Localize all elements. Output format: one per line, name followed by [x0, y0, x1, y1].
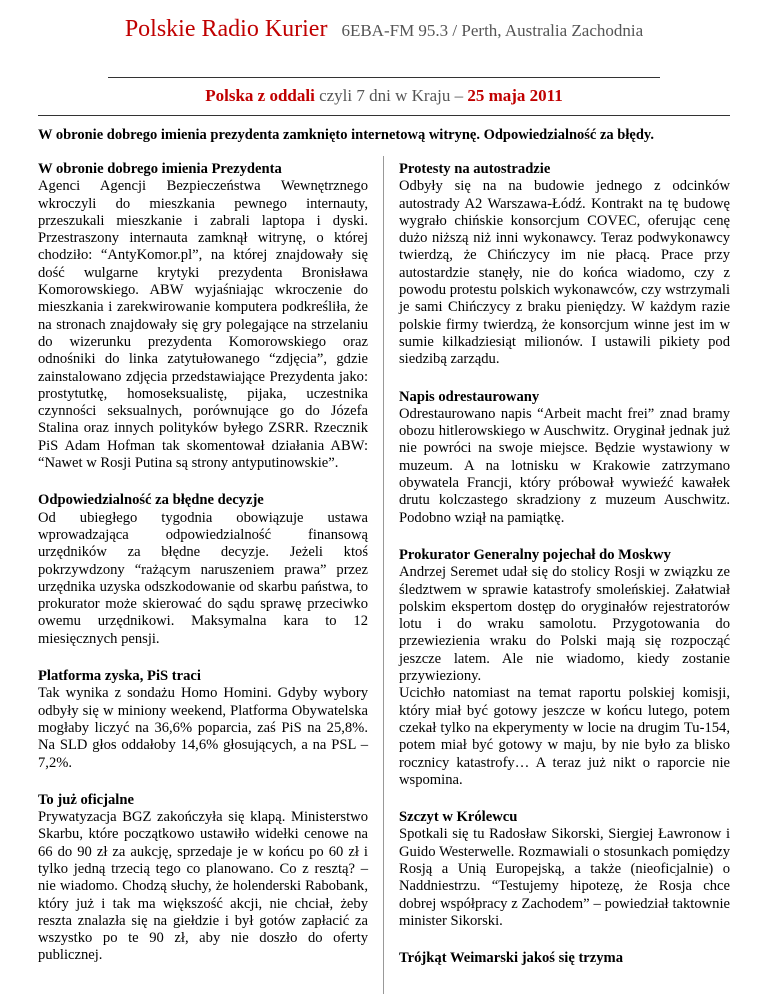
article	[38, 161, 368, 472]
header-rule-bottom	[38, 115, 730, 116]
column-divider	[383, 156, 384, 994]
article-body: Andrzej Seremet udał się do stolicy Rosji w związku ze śledztwem w sprawie katastrofy smoleńskiej. Załatwiał polskim ekspertom dostęp do oryginałów rejestratorów lotu i do wraku samolotu. Przygotowania do przewiezienia wraku do Polski mają się rozpocząć jeszcze latem. Ale nie wiadomo, kiedy zostanie przywieziony.	[399, 564, 730, 685]
article	[38, 792, 368, 965]
article	[399, 809, 730, 930]
header-rule-top	[108, 77, 660, 78]
issue-date: 25 maja 2011	[467, 86, 563, 105]
article-title: To już oficjalne	[38, 791, 134, 808]
article	[38, 668, 368, 772]
lead-headline: W obronie dobrego imienia prezydenta zamknięto internetową witrynę. Odpowiedzialność za błędy.	[38, 127, 654, 143]
left-column	[38, 161, 368, 985]
article	[399, 950, 730, 967]
article-body: Od ubiegłego tygodnia obowiązuje ustawa wprowadzająca odpowiedzialność finansową urzędników za błędne decyzje. Jeżeli ktoś pokrzywdzony “rażącym naruszeniem prawa” przez urzędnika uzyska odszkodowanie od skarbu państwa, to prokurator może skierować do sądu sprawę przeciwko owemu urzędnikowi. Maksymalna kara to 12 miesięcznych pensji.	[38, 509, 368, 647]
masthead-line	[0, 16, 768, 43]
issue-subheading	[0, 86, 768, 106]
article-body: Odbyły się na na budowie jednego z odcinków autostrady A2 Warszawa-Łódź. Kontrakt na tę budowę wygrało chińskie konsorcjum COVEC, oferując cenę dużo niższą niż inni wykonawcy. Teraz podwykonawcy twierdzą, że Chińczycy im nie płacą. Prace przy autostardzie stanęły, nie do końca wiadomo, czy z powodu protestu polskich wykonawców, czy wstrzymali je sami Chińczycy z braku pieniędzy. W każdym razie polskie firmy twierdzą, że konsorcjum winne jest im w sumie kilkadziesiąt milionów. I ustawili pikiety pod siedzibą zarządu.	[399, 178, 730, 368]
article-body: Agenci Agencji Bezpieczeństwa Wewnętrznego wkroczyli do mieszkania pewnego internauty, przeszukali mieszkanie i zabrali laptopa i dyski. Przestraszony internauta zamknął witrynę, o której chodziło: “AntyKomor.pl”, na której znajdowały się dość wulgarne krytyki prezydenta Bronisława Komorowskiego. ABW wyjaśniając wkroczenie do mieszkania i zarekwirowanie komputera podkreśliła, że na stronach znajdowały się gry polegające na strzelaniu do wizerunku prezydenta Komorowskiego oraz odnośniki do linka zatytułowanego “zdjęcia”, gdzie zainstalowano zdjęcia przedstawiające Prezydenta jako: prostytutkę, homoseksualistę, pijaka, uczestnika czynności seksualnych, porównujące go do Józefa Stalina oraz innych polityków byłego ZSRR. Rzecznik PiS Adam Hofman tak skomentował działania ABW: “Nawet w Rosji Putina są strony antyputinowskie”.	[38, 178, 368, 472]
article-title: Protesty na autostradzie	[399, 161, 551, 177]
masthead-title: Polskie Radio Kurier	[124, 16, 328, 42]
article	[399, 547, 730, 789]
article-title: W obronie dobrego imienia Prezydenta	[38, 161, 282, 177]
section-title: Polska z oddali	[205, 86, 315, 105]
article-body: Prywatyzacja BGZ zakończyła się klapą. Ministerstwo Skarbu, które początkowo ustawiło widełki cenowe na 66 do 90 zł za aukcję, sprzedaje je w końcu po 60 zł i tylko jedną trzecią tego co planowano. Co z resztą? – nie wiadomo. Chodzą słuchy, że holenderski Rabobank, który już i tak ma większość akcji, nie chciał, żeby reszta znalazła się na giełdzie i był gotów zapłacić za wszystko po te 90 zł, aby nie doszło do oferty publicznej.	[38, 809, 368, 964]
article	[399, 161, 730, 369]
right-column	[399, 161, 730, 987]
article-title: Platforma zyska, PiS traci	[38, 668, 201, 685]
article-title: Szczyt w Królewcu	[399, 809, 518, 826]
article-title: Odpowiedzialność za błędne decyzje	[38, 492, 264, 509]
section-subtitle: czyli 7 dni w Kraju –	[319, 86, 464, 105]
article-title: Trójkąt Weimarski jakoś się trzyma	[399, 950, 624, 967]
article-title: Napis odrestaurowany	[399, 388, 540, 405]
article-body: Spotkali się tu Radosław Sikorski, Siergiej Ławronow i Guido Westerwelle. Rozmawiali o stosunkach pomiędzy Rosją a Unią Europejską, a także (nieoficjalnie) o Naddniestrzu. “Testujemy hipotezę, że Rosja chce dobrej współpracy z Zachodem” – powiedział taktownie minister Sikorski.	[399, 826, 730, 929]
station-info: 6EBA-FM 95.3 / Perth, Australia Zachodnia	[341, 21, 644, 40]
article-body: Tak wynika z sondażu Homo Homini. Gdyby wybory odbyły się w miniony weekend, Platforma Obywatelska mogłaby liczyć na 36,6% poparcia, zaś PiS na 25,8%. Na SLD głos oddałoby 14,6% głosujących, a na PSL – 7,2%.	[38, 685, 368, 771]
article	[399, 389, 730, 527]
article-body-continued: Ucichło natomiast na temat raportu polskiej komisji, który miał być gotowy jeszcze w końcu lutego, potem czekał tylko na ekperymenty w locie na drugim Tu-154, potem miał być gotowy w maju, by nie było za blisko rocznicy katastrofy… A teraz już nikt o raporcie nie wspomina.	[399, 685, 730, 788]
article	[38, 492, 368, 648]
article-title: Prokurator Generalny pojechał do Moskwy	[399, 546, 671, 563]
article-body: Odrestaurowano napis “Arbeit macht frei” znad bramy obozu hitlerowskiego w Auschwitz. Oryginał jednak już nie powróci na swoje miejsce. Będzie wystawiony w muzeum. A na lotnisku w Krakowie zatrzymano obywatela Francji, który próbował wywieźć kawałek drutu kolczastego skradziony z muzeum Auschwitz. Podobno wziął na pamiątkę.	[399, 405, 730, 526]
